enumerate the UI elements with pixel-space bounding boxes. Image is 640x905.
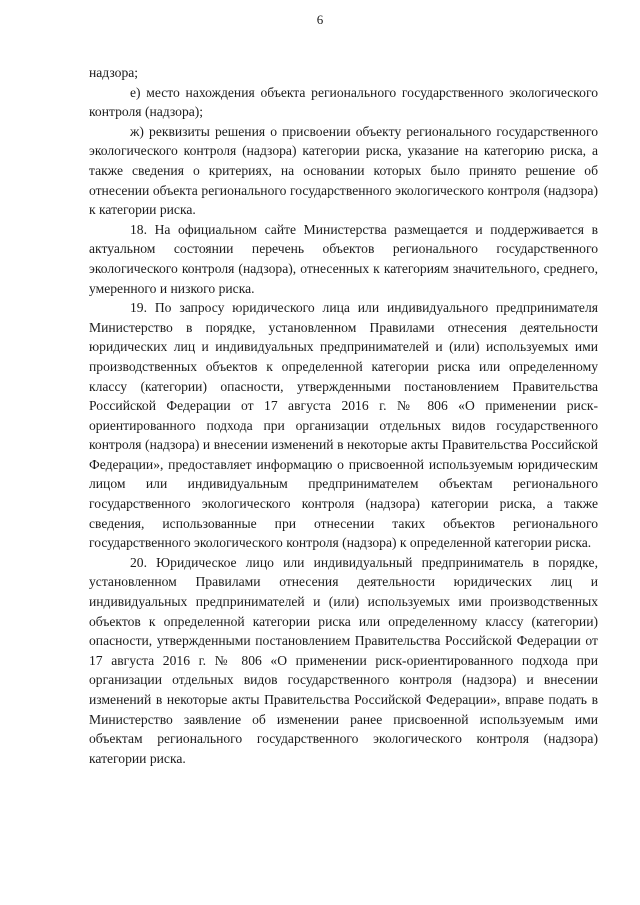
list-item-zh: ж) реквизиты решения о присвоении объекту регионального государственного экологического контроля (надзора) категории риска, указание на категорию риска, а также сведения о критериях, на основании которых было принято решение об отнесении объекта регионального государственного экологического контроля (надзора) к категории риска. [89,123,598,218]
page-number: 6 [316,12,324,27]
paragraph-20: 20. Юридическое лицо или индивидуальный предприниматель в порядке, установленном Правилами отнесения деятельности юридических лиц и индивидуальных предпринимателей и (или) используемых ими производственных объектов к определенной категории риска или определенному классу (категории) опасности, утвержденными постановлением Правительства Российской Федерации от 17 августа 2016 г. № 806 «О применении риск-ориентированного подхода при организации отдельных видов государственного контроля (надзора) и внесении изменений в некоторые акты Правительства Российской Федерации», вправе подать в Министерство заявление об изменении ранее присвоенной используемым ими объектам регионального государственного экологического контроля (надзора) категории риска. [89,554,598,766]
paragraph-19: 19. По запросу юридического лица или индивидуального предпринимателя Министерство в порядке, установленном Правилами отнесения деятельности юридических лиц и индивидуальных предпринимателей и (или) используемых ими производственных объектов к определенной категории риска или определенному классу (категории) опасности, утвержденными постановлением Правительства Российской Федерации от 17 августа 2016 г. № 806 «О применении риск-ориентированного подхода при организации отдельных видов государственного контроля (надзора) и внесении изменений в некоторые акты Правительства Российской Федерации», предоставляет информацию о присвоенной используемым юридическим лицом или индивидуальным предпринимателем объектам регионального государственного экологического контроля (надзора) категории риска, а также сведения, использованные при отнесении таких объектов регионального государственного экологического контроля (надзора) к определенной категории риска. [89,300,598,551]
paragraph-18: 18. На официальном сайте Министерства размещается и поддерживается в актуальном состоянии перечень объектов регионального государственного экологического контроля (надзора), отнесенных к категориям значительного, среднего, умеренного и низкого риска. [89,221,598,296]
paragraph-continuation: надзора; [89,65,139,80]
document-body [89,63,598,768]
list-item-e: е) место нахождения объекта регионального государственного экологического контроля (надзора); [89,84,598,120]
